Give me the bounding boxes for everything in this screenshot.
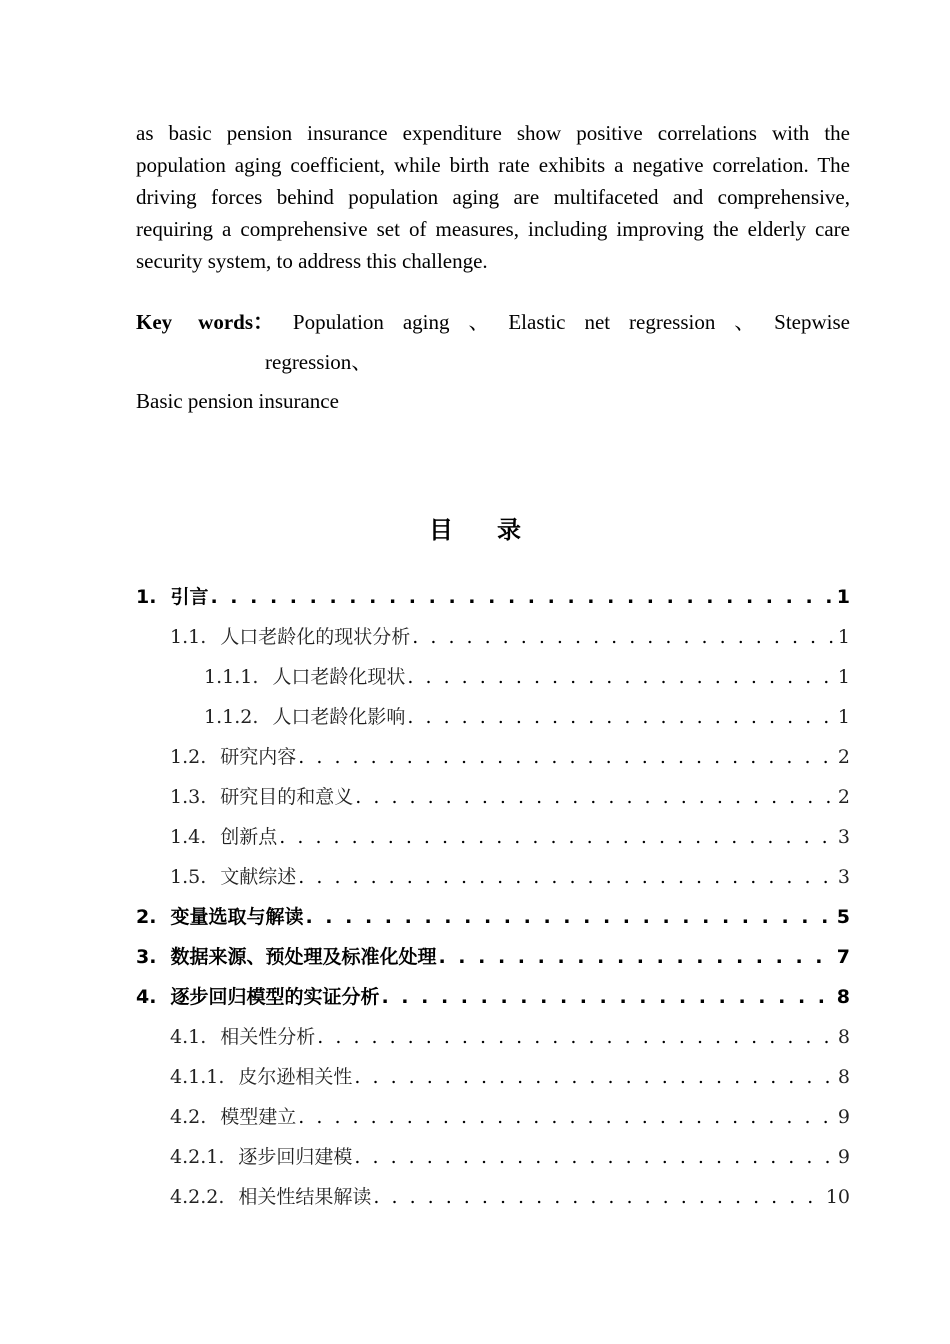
keywords-line-2: regression、 [265, 350, 373, 374]
toc-entry-number: 4.2. [170, 1106, 207, 1128]
toc-entry-number: 3. [136, 946, 157, 968]
toc-title: 目录 [429, 516, 565, 544]
toc-dot-leader [279, 818, 836, 856]
keyword-token: aging [402, 310, 450, 334]
toc-entry[interactable] [170, 618, 850, 656]
toc-entry-label: 皮尔逊相关性 [238, 1066, 353, 1088]
toc-dot-leader [381, 978, 834, 1016]
toc-entry-page: 9 [837, 1106, 850, 1128]
toc-entry[interactable] [170, 1178, 850, 1216]
toc-dot-leader [373, 1178, 823, 1216]
toc-dot-leader [412, 618, 836, 656]
keywords-label: Key words： [136, 310, 274, 334]
toc-entry-number: 1.4. [170, 826, 207, 848]
toc-entry-label: 数据来源、预处理及标准化处理 [170, 946, 437, 968]
toc-entry-label: 变量选取与解读 [170, 906, 304, 928]
toc-entry-label: 人口老龄化现状 [272, 666, 406, 688]
toc-entry-page: 1 [836, 586, 850, 608]
toc-entry-label: 相关性分析 [220, 1026, 316, 1048]
toc-entry-page: 3 [837, 866, 850, 888]
toc-entry[interactable] [170, 1138, 850, 1176]
toc-entry-number: 1.5. [170, 866, 207, 888]
toc-entry-page: 3 [837, 826, 850, 848]
toc-entry-number: 4.2.1. [170, 1146, 225, 1168]
toc-entry-page: 10 [825, 1186, 850, 1208]
abstract-paragraph: as basic pension insurance expenditure show positive correlations with the population aging coefficient, while birth rate exhibits a negative correlation. The driving forces behind population aging are multifaceted and comprehensive, requiring a comprehensive set of measures, including improving the elderly care security system, to address this challenge. [136, 121, 850, 273]
toc-entry-label: 研究内容 [220, 746, 297, 768]
toc-entry[interactable] [136, 938, 850, 976]
toc-entry[interactable] [204, 658, 850, 696]
toc-entry-label: 相关性结果解读 [238, 1186, 372, 1208]
toc-entry-number: 1.1. [170, 626, 207, 648]
toc-dot-leader [305, 898, 834, 936]
toc-entry-number: 1.1.2. [204, 706, 259, 728]
toc-entry[interactable] [170, 778, 850, 816]
toc-dot-leader [298, 858, 836, 896]
toc-entry[interactable] [170, 738, 850, 776]
toc-dot-leader [298, 1098, 836, 1136]
toc-dot-leader [317, 1018, 836, 1056]
keywords-line-1 [136, 306, 850, 338]
toc-dot-leader [354, 1058, 836, 1096]
toc-entry-number: 4.2.2. [170, 1186, 225, 1208]
keyword-separator: 、 [468, 310, 490, 334]
toc-entry-label: 人口老龄化影响 [272, 706, 406, 728]
toc-entry-number: 1.1.1. [204, 666, 259, 688]
toc-entry-page: 8 [837, 1026, 850, 1048]
toc-entry-page: 8 [836, 986, 850, 1008]
toc-entry-label: 逐步回归建模 [238, 1146, 353, 1168]
toc-entry-page: 1 [837, 706, 850, 728]
keyword-token: Stepwise [774, 310, 850, 334]
toc-entry[interactable] [170, 1098, 850, 1136]
toc-entry-number: 1.3. [170, 786, 207, 808]
keyword-separator: 、 [734, 310, 756, 334]
toc-entry-number: 4. [136, 986, 157, 1008]
toc-entry[interactable] [204, 698, 850, 736]
toc-entry-page: 1 [837, 626, 850, 648]
toc-entry[interactable] [136, 978, 850, 1016]
toc-entry-page: 5 [836, 906, 850, 928]
toc-dot-leader [438, 938, 834, 976]
toc-entry-number: 1. [136, 586, 157, 608]
toc-dot-leader [354, 1138, 836, 1176]
toc-entry-page: 7 [836, 946, 850, 968]
toc-entry-page: 1 [837, 666, 850, 688]
toc-entry-page: 2 [837, 786, 850, 808]
toc-entry-label: 模型建立 [220, 1106, 297, 1128]
toc-entry[interactable] [170, 1018, 850, 1056]
toc-entry-page: 2 [837, 746, 850, 768]
toc-entry[interactable] [136, 898, 850, 936]
toc-entry-page: 8 [837, 1066, 850, 1088]
toc-entry-page: 9 [837, 1146, 850, 1168]
toc-entry-label: 人口老龄化的现状分析 [220, 626, 411, 648]
toc-entry-label: 创新点 [220, 826, 278, 848]
toc-entry-label: 逐步回归模型的实证分析 [170, 986, 380, 1008]
toc-entry[interactable] [170, 858, 850, 896]
toc-entry-number: 2. [136, 906, 157, 928]
toc-dot-leader [210, 578, 834, 616]
toc-entry-label: 文献综述 [220, 866, 297, 888]
toc-entry[interactable] [136, 578, 850, 616]
keyword-token: net [584, 310, 611, 334]
toc-entry-label: 研究目的和意义 [220, 786, 354, 808]
toc-entry[interactable] [170, 1058, 850, 1096]
toc-entry-number: 4.1.1. [170, 1066, 225, 1088]
toc-dot-leader [355, 778, 836, 816]
toc-entry-number: 1.2. [170, 746, 207, 768]
toc-dot-leader [407, 658, 836, 696]
keywords-line-3: Basic pension insurance [136, 389, 339, 413]
keyword-token: Elastic [508, 310, 566, 334]
toc-entry[interactable] [170, 818, 850, 856]
keyword-token: regression [629, 310, 716, 334]
toc-dot-leader [298, 738, 836, 776]
toc-entry-label: 引言 [170, 586, 209, 608]
toc-dot-leader [407, 698, 836, 736]
toc-entry-number: 4.1. [170, 1026, 207, 1048]
keyword-token: Population [292, 310, 384, 334]
